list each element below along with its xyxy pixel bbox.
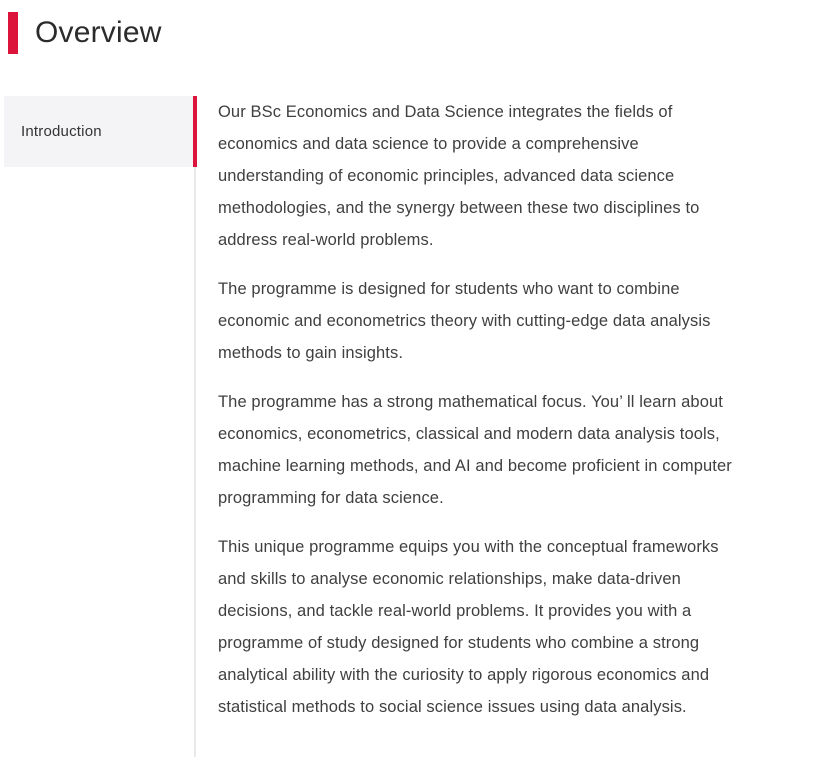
sidebar-item-introduction[interactable]: [4, 96, 193, 167]
intro-paragraph-3: The programme has a strong mathematical focus. You’ ll learn about economics, econometrics, classical and modern data analysis tools, machine learning methods, and AI and become proficient in computer programming for data science.: [218, 393, 732, 507]
intro-paragraph-1: Our BSc Economics and Data Science integrates the fields of economics and data science to provide a comprehensive understanding of economic principles, advanced data science methodologies, and the synergy between these two disciplines to address real-world problems.: [218, 103, 700, 249]
divider-rail: [194, 167, 196, 757]
body-row: [4, 96, 813, 765]
accent-bar: [8, 12, 18, 54]
sidebar-divider: [193, 96, 197, 765]
content-area: [197, 96, 745, 765]
sidebar-item-label: Introduction: [21, 123, 102, 140]
section-header: [8, 12, 162, 54]
intro-paragraph-2: The programme is designed for students who want to combine economic and econometrics theory with cutting-edge data analysis methods to gain insights.: [218, 280, 711, 362]
sidebar-nav: [4, 96, 193, 765]
intro-paragraph-4: This unique programme equips you with the conceptual frameworks and skills to analyse economic relationships, make data-driven decisions, and tackle real-world problems. It provides you with a programme of study designed for students who combine a strong analytical ability with the curiosity to apply rigorous economics and statistical methods to social science issues using data analysis.: [218, 538, 719, 716]
page-title: Overview: [35, 16, 162, 49]
active-indicator-bar: [193, 96, 197, 167]
